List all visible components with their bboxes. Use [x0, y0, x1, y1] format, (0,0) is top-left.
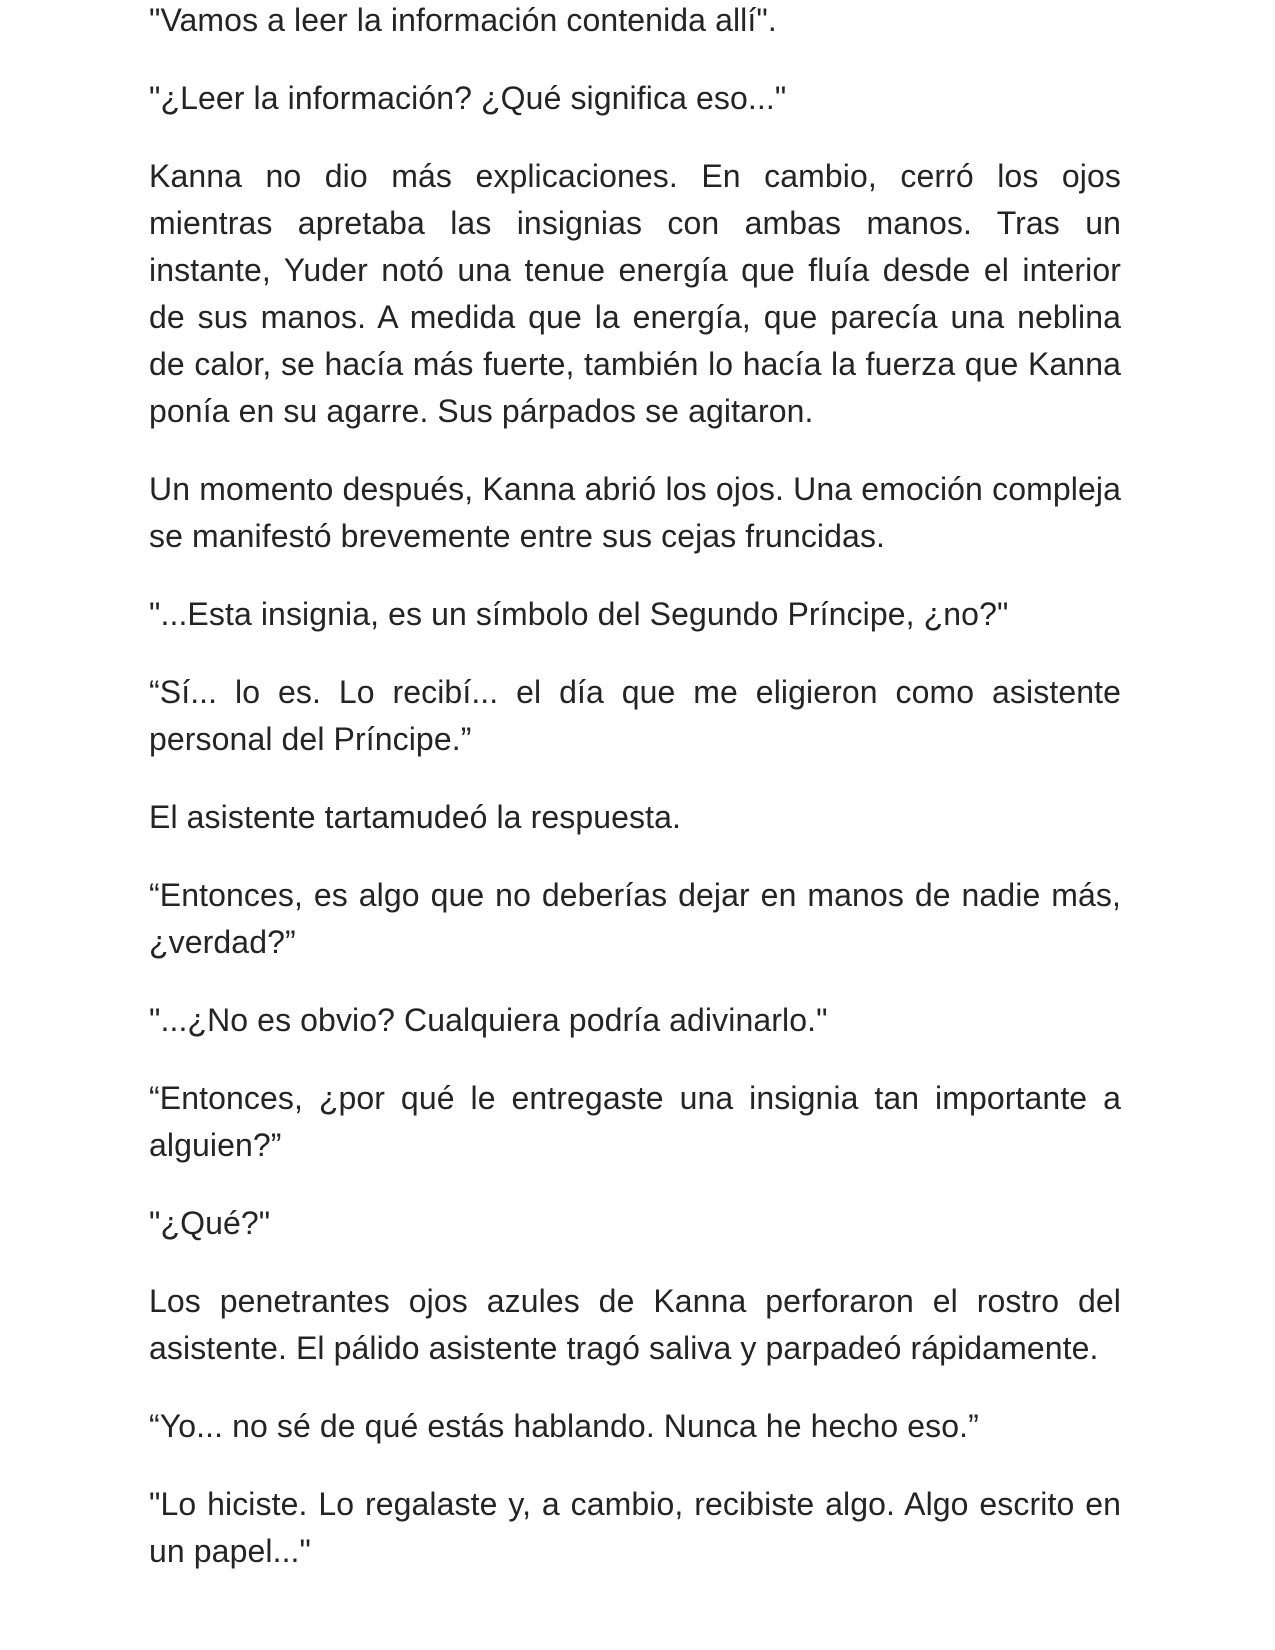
paragraph: “Sí... lo es. Lo recibí... el día que me eligieron como asistente personal del Príncipe.” [149, 674, 1121, 757]
paragraph: "¿Qué?" [149, 1205, 271, 1241]
paragraph: “Yo... no sé de qué estás hablando. Nunca he hecho eso.” [149, 1408, 979, 1444]
paragraph: "...Esta insignia, es un símbolo del Segundo Príncipe, ¿no?" [149, 596, 1009, 632]
paragraph: "¿Leer la información? ¿Qué significa eso..." [149, 80, 787, 116]
paragraph: Un momento después, Kanna abrió los ojos. Una emoción compleja se manifestó brevemente entre sus cejas fruncidas. [149, 471, 1121, 554]
paragraph: "Lo hiciste. Lo regalaste y, a cambio, recibiste algo. Algo escrito en un papel..." [149, 1486, 1121, 1569]
paragraph: Los penetrantes ojos azules de Kanna perforaron el rostro del asistente. El pálido asistente tragó saliva y parpadeó rápidamente. [149, 1283, 1121, 1366]
paragraph: “Entonces, ¿por qué le entregaste una insignia tan importante a alguien?” [149, 1080, 1121, 1163]
document-page [149, 0, 1121, 1650]
paragraph: "...¿No es obvio? Cualquiera podría adivinarlo." [149, 1002, 828, 1038]
paragraph: El asistente tartamudeó la respuesta. [149, 799, 681, 835]
paragraph: "Vamos a leer la información contenida allí". [149, 2, 777, 38]
paragraph: Kanna no dio más explicaciones. En cambio, cerró los ojos mientras apretaba las insignias con ambas manos. Tras un instante, Yuder notó una tenue energía que fluía desde el interior de sus manos. A medida que la energía, que parecía una neblina de calor, se hacía más fuerte, también lo hacía la fuerza que Kanna ponía en su agarre. Sus párpados se agitaron. [149, 158, 1121, 429]
paragraph: “Entonces, es algo que no deberías dejar en manos de nadie más, ¿verdad?” [149, 877, 1121, 960]
